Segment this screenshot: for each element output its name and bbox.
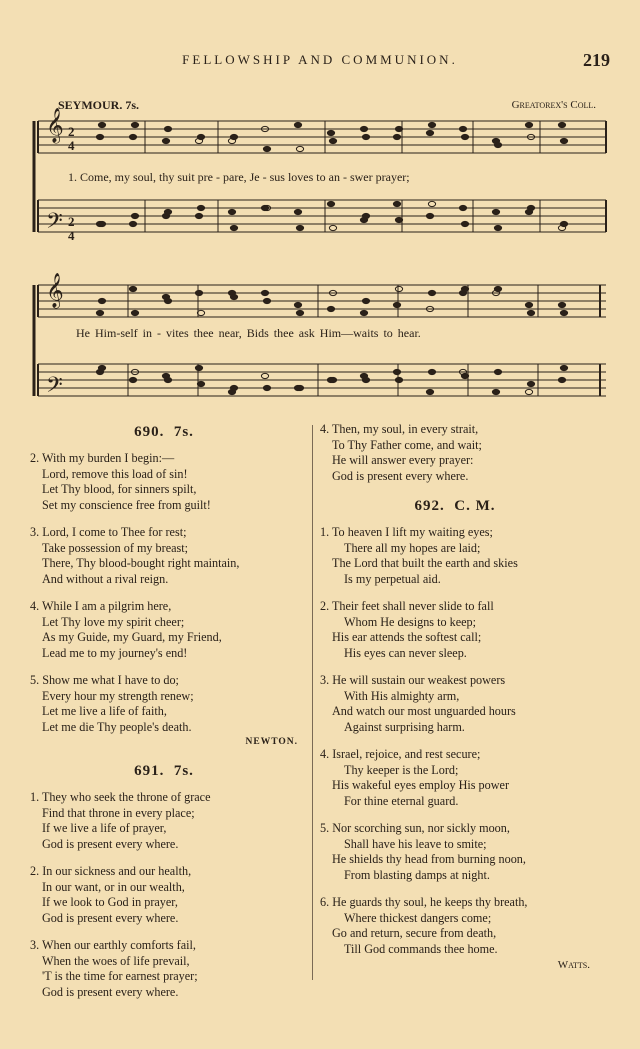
stanza-number: 3.	[320, 673, 330, 687]
treble-clef-icon: 𝄞	[46, 109, 64, 142]
stanza-line: For thine eternal guard.	[344, 793, 459, 808]
note-head	[129, 286, 136, 291]
note-head	[362, 377, 369, 382]
hymn-691-heading: 691. 7s.	[134, 763, 194, 779]
bass-clef-icon: 𝄢	[46, 209, 63, 238]
stanza-line: God is present every where.	[42, 984, 179, 999]
note-head	[131, 213, 138, 218]
note-head	[129, 221, 136, 226]
stanza-line: 3. He will sustain our weakest powers	[320, 673, 506, 687]
stanza-line: 5. Nor scorching sun, nor sickly moon,	[320, 821, 510, 835]
stanza-line: Is my perpetual aid.	[344, 571, 441, 586]
stanza-number: 1.	[30, 790, 40, 804]
stanza-line: There all my hopes are laid;	[344, 540, 481, 555]
note-head	[428, 369, 435, 374]
time-sig-top: 2	[68, 124, 75, 139]
note-head	[164, 377, 171, 382]
stanza	[320, 673, 590, 735]
note-head	[195, 290, 202, 295]
note-head	[494, 225, 501, 230]
stanza-line: Let me die Thy people's death.	[42, 719, 192, 734]
stanza-line: Let Thy love my spirit cheer;	[42, 614, 185, 629]
note-head	[393, 201, 400, 206]
note-heads	[96, 122, 567, 394]
stanza-line: 'T is the time for earnest prayer;	[42, 969, 198, 983]
note-head	[96, 310, 103, 315]
stanza-line: 3. Lord, I come to Thee for rest;	[30, 525, 187, 539]
note-head	[162, 138, 169, 143]
stanza-number: 2.	[320, 599, 330, 613]
note-head	[98, 221, 105, 226]
note-head	[230, 134, 237, 139]
page-number: 219	[583, 50, 610, 70]
note-head	[129, 134, 136, 139]
note-head	[164, 209, 171, 214]
note-head	[459, 205, 466, 210]
note-head	[261, 290, 268, 295]
stanza-line: From blasting damps at night.	[344, 867, 490, 882]
hymn-690-heading: 690. 7s.	[134, 424, 194, 440]
note-head	[329, 138, 336, 143]
note-head	[459, 126, 466, 131]
hymn-692-heading: 692. C. M.	[414, 498, 496, 514]
note-head	[195, 213, 202, 218]
stanza-line: Till God commands thee home.	[344, 941, 498, 956]
staff-lines	[34, 121, 606, 396]
stanza	[30, 673, 298, 735]
note-head	[261, 373, 268, 378]
stanza-line: 1. To heaven I lift my waiting eyes;	[320, 525, 493, 539]
note-head	[98, 298, 105, 303]
note-head	[525, 389, 532, 394]
note-head	[96, 134, 103, 139]
stanza-line: With His almighty arm,	[344, 688, 460, 703]
note-head	[426, 130, 433, 135]
stanza-line: If we live a life of prayer,	[42, 821, 167, 835]
note-head	[494, 369, 501, 374]
note-head	[560, 310, 567, 315]
stanza-number: 4.	[320, 747, 330, 761]
note-head	[195, 365, 202, 370]
stanza-number: 4.	[320, 422, 330, 436]
stanza-line: Go and return, secure from death,	[332, 926, 497, 940]
stanza-number: 5.	[320, 821, 330, 835]
note-head	[428, 290, 435, 295]
stanza-line: His wakeful eyes employ His power	[332, 778, 510, 792]
stanza-line: 4. Israel, rejoice, and rest secure;	[320, 747, 481, 761]
note-head	[393, 302, 400, 307]
note-head	[327, 201, 334, 206]
note-head	[461, 373, 468, 378]
stanza-line: 6. He guards thy soul, he keeps thy breath,	[320, 895, 528, 909]
note-head	[296, 225, 303, 230]
stanza-number: 6.	[320, 895, 330, 909]
stanza-line: 2. In our sickness and our health,	[30, 864, 192, 878]
stanza-line: To Thy Father come, and wait;	[332, 437, 482, 452]
stanza	[30, 451, 298, 513]
stanza-number: 2.	[30, 864, 40, 878]
stanza	[30, 525, 298, 587]
note-head	[327, 306, 334, 311]
note-head	[362, 213, 369, 218]
note-head	[492, 389, 499, 394]
time-sig-bottom: 4	[68, 138, 75, 153]
stanza-number: 5.	[30, 673, 40, 687]
note-head	[560, 221, 567, 226]
stanza-line: Let me live a life of faith,	[42, 704, 167, 718]
time-sig-bottom: 4	[68, 228, 75, 243]
stanza-line: As my Guide, my Guard, my Friend,	[42, 630, 222, 644]
stanza-line: If we look to God in prayer,	[42, 895, 178, 909]
note-head	[395, 217, 402, 222]
note-head	[558, 377, 565, 382]
lyrics-line-1: 1. Come, my soul, thy suit pre - pare, Je - sus loves to an - swer prayer;	[68, 170, 410, 184]
note-head	[395, 126, 402, 131]
stanza-line: Let Thy blood, for sinners spilt,	[42, 482, 197, 496]
left-column	[30, 420, 298, 1012]
stanza	[320, 895, 590, 957]
stanza-line: 2. Their feet shall never slide to fall	[320, 599, 494, 613]
note-head	[494, 142, 501, 147]
time-sig-top: 2	[68, 214, 75, 229]
stanza-line: 2. With my burden I begin:—	[30, 451, 175, 465]
note-head	[296, 310, 303, 315]
note-head	[263, 146, 270, 151]
stanza-line: The Lord that built the earth and skies	[332, 556, 518, 570]
note-head	[197, 381, 204, 386]
stanza	[320, 422, 590, 484]
stanza-line: 3. When our earthly comforts fail,	[30, 938, 196, 952]
note-head	[461, 221, 468, 226]
stanza-line: His ear attends the softest call;	[332, 630, 482, 644]
note-head	[329, 377, 336, 382]
stanza-line: In our want, or in our wealth,	[42, 879, 185, 894]
note-head	[294, 209, 301, 214]
note-head	[360, 310, 367, 315]
note-head	[98, 365, 105, 370]
music-score	[0, 0, 640, 420]
note-head	[329, 225, 336, 230]
stanza-line: God is present every where.	[332, 468, 469, 483]
column-divider	[312, 425, 313, 980]
note-head	[164, 126, 171, 131]
stanza-line: Thy keeper is the Lord;	[344, 762, 459, 777]
stanza-number: 3.	[30, 938, 40, 952]
note-head	[525, 122, 532, 127]
note-head	[98, 122, 105, 127]
stanza	[320, 599, 590, 661]
note-head	[327, 130, 334, 135]
stanza-line: 4. Then, my soul, in every strait,	[320, 422, 479, 436]
note-head	[228, 209, 235, 214]
note-head	[131, 310, 138, 315]
right-column	[320, 422, 590, 971]
stanza-line: God is present every where.	[42, 836, 179, 851]
stanza-line: His eyes can never sleep.	[344, 645, 467, 660]
stanza-number: 4.	[30, 599, 40, 613]
note-head	[428, 201, 435, 206]
stanza-number: 2.	[30, 451, 40, 465]
stanza-line: Against surprising harm.	[344, 719, 465, 734]
stanza-line: And without a rival reign.	[42, 571, 169, 586]
note-head	[428, 122, 435, 127]
stanza-number: 3.	[30, 525, 40, 539]
note-head	[560, 365, 567, 370]
tune-name: SEYMOUR. 7s.	[58, 98, 140, 112]
note-head	[197, 205, 204, 210]
note-head	[230, 385, 237, 390]
note-head	[296, 385, 303, 390]
note-head	[129, 377, 136, 382]
note-head	[294, 302, 301, 307]
stanza-line: Whom He designs to keep;	[344, 614, 477, 629]
note-head	[362, 134, 369, 139]
stanza-line: 4. While I am a pilgrim here,	[30, 599, 172, 613]
note-head	[525, 302, 532, 307]
note-head	[294, 122, 301, 127]
treble-clef-icon: 𝄞	[46, 274, 64, 307]
stanza	[30, 599, 298, 661]
note-head	[426, 213, 433, 218]
stanza-line: Find that throne in every place;	[42, 805, 195, 820]
note-head	[558, 302, 565, 307]
note-head	[393, 369, 400, 374]
note-head	[230, 225, 237, 230]
note-head	[395, 286, 402, 291]
stanza-line: Shall have his leave to smite;	[344, 836, 487, 851]
bass-clef-icon: 𝄢	[46, 373, 63, 402]
hymn-692-author: Watts.	[557, 959, 590, 971]
stanza	[30, 790, 298, 852]
note-head	[527, 310, 534, 315]
note-head	[527, 381, 534, 386]
stanza-line: Lord, remove this load of sin!	[42, 466, 188, 481]
stanza-line: 5. Show me what I have to do;	[30, 673, 179, 687]
stanza-line: Set my conscience free from guilt!	[42, 497, 211, 512]
stanza-line: Lead me to my journey's end!	[42, 645, 188, 660]
note-head	[197, 134, 204, 139]
stanza-line: 1. They who seek the throne of grace	[30, 790, 211, 804]
note-head	[164, 298, 171, 303]
stanza	[320, 525, 590, 587]
note-head	[426, 389, 433, 394]
note-head	[492, 209, 499, 214]
stanza-line: When the woes of life prevail,	[42, 953, 190, 968]
stanza	[30, 938, 298, 1000]
note-head	[560, 138, 567, 143]
stanza	[320, 821, 590, 883]
note-head	[395, 377, 402, 382]
note-head	[558, 122, 565, 127]
stanza-line: Where thickest dangers come;	[344, 910, 492, 925]
note-head	[461, 286, 468, 291]
stanza-line: Every hour my strength renew;	[42, 688, 194, 703]
note-head	[131, 122, 138, 127]
note-head	[230, 294, 237, 299]
lyrics-line-2: He Him-self in - vites thee near, Bids thee ask Him—waits to hear.	[76, 326, 421, 340]
note-head	[461, 134, 468, 139]
note-head	[296, 146, 303, 151]
stanza-line: He will answer every prayer:	[332, 453, 474, 467]
note-head	[527, 205, 534, 210]
stanza-line: And watch our most unguarded hours	[332, 704, 516, 718]
note-head	[362, 298, 369, 303]
tune-source: Greatorex's Coll.	[511, 99, 596, 111]
note-head	[393, 134, 400, 139]
note-head	[263, 298, 270, 303]
stanza-line: There, Thy blood-bought right maintain,	[42, 556, 240, 570]
running-title: FELLOWSHIP AND COMMUNION.	[182, 52, 458, 67]
stanza-number: 1.	[320, 525, 330, 539]
stanza-line: God is present every where.	[42, 910, 179, 925]
note-head	[360, 126, 367, 131]
stanza-line: He shields thy head from burning noon,	[332, 852, 526, 866]
hymn-690-author: NEWTON.	[245, 737, 298, 747]
stanza	[30, 864, 298, 926]
note-head	[263, 385, 270, 390]
stanza-line: Take possession of my breast;	[42, 540, 189, 555]
note-head	[494, 286, 501, 291]
stanza	[320, 747, 590, 809]
